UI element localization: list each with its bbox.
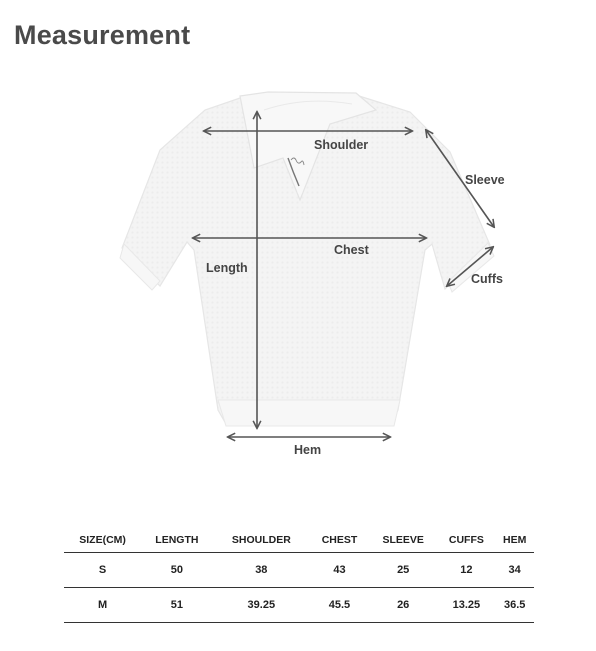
sleeve-label: Sleeve: [465, 173, 505, 187]
header-hem: HEM: [495, 527, 534, 553]
table-cell: 26: [369, 588, 438, 623]
header-cuffs: CUFFS: [437, 527, 495, 553]
table-cell: 34: [495, 553, 534, 588]
table-cell: 39.25: [213, 588, 310, 623]
table-cell: 25: [369, 553, 438, 588]
chest-label: Chest: [334, 243, 369, 257]
table-cell: 38: [213, 553, 310, 588]
header-shoulder: SHOULDER: [213, 527, 310, 553]
table-cell: 45.5: [310, 588, 369, 623]
header-sleeve: SLEEVE: [369, 527, 438, 553]
table-row: [64, 588, 534, 623]
table-cell: S: [64, 553, 141, 588]
header-length: LENGTH: [141, 527, 212, 553]
table-row: [64, 553, 534, 588]
page-title: Measurement: [14, 20, 191, 50]
table-cell: M: [64, 588, 141, 623]
hem-label: Hem: [294, 443, 322, 457]
table-header-row: [64, 527, 534, 553]
length-label: Length: [206, 261, 248, 275]
table-cell: 51: [141, 588, 212, 623]
header-chest: CHEST: [310, 527, 369, 553]
size-table-container: [64, 527, 534, 623]
table-cell: 50: [141, 553, 212, 588]
table-cell: 43: [310, 553, 369, 588]
table-cell: 36.5: [495, 588, 534, 623]
hem-band-shape: [218, 400, 400, 426]
size-table: [64, 527, 534, 623]
table-cell: 12: [437, 553, 495, 588]
shoulder-label: Shoulder: [314, 138, 369, 152]
header-size: SIZE(CM): [64, 527, 141, 553]
table-cell: 13.25: [437, 588, 495, 623]
cuffs-label: Cuffs: [471, 272, 503, 286]
